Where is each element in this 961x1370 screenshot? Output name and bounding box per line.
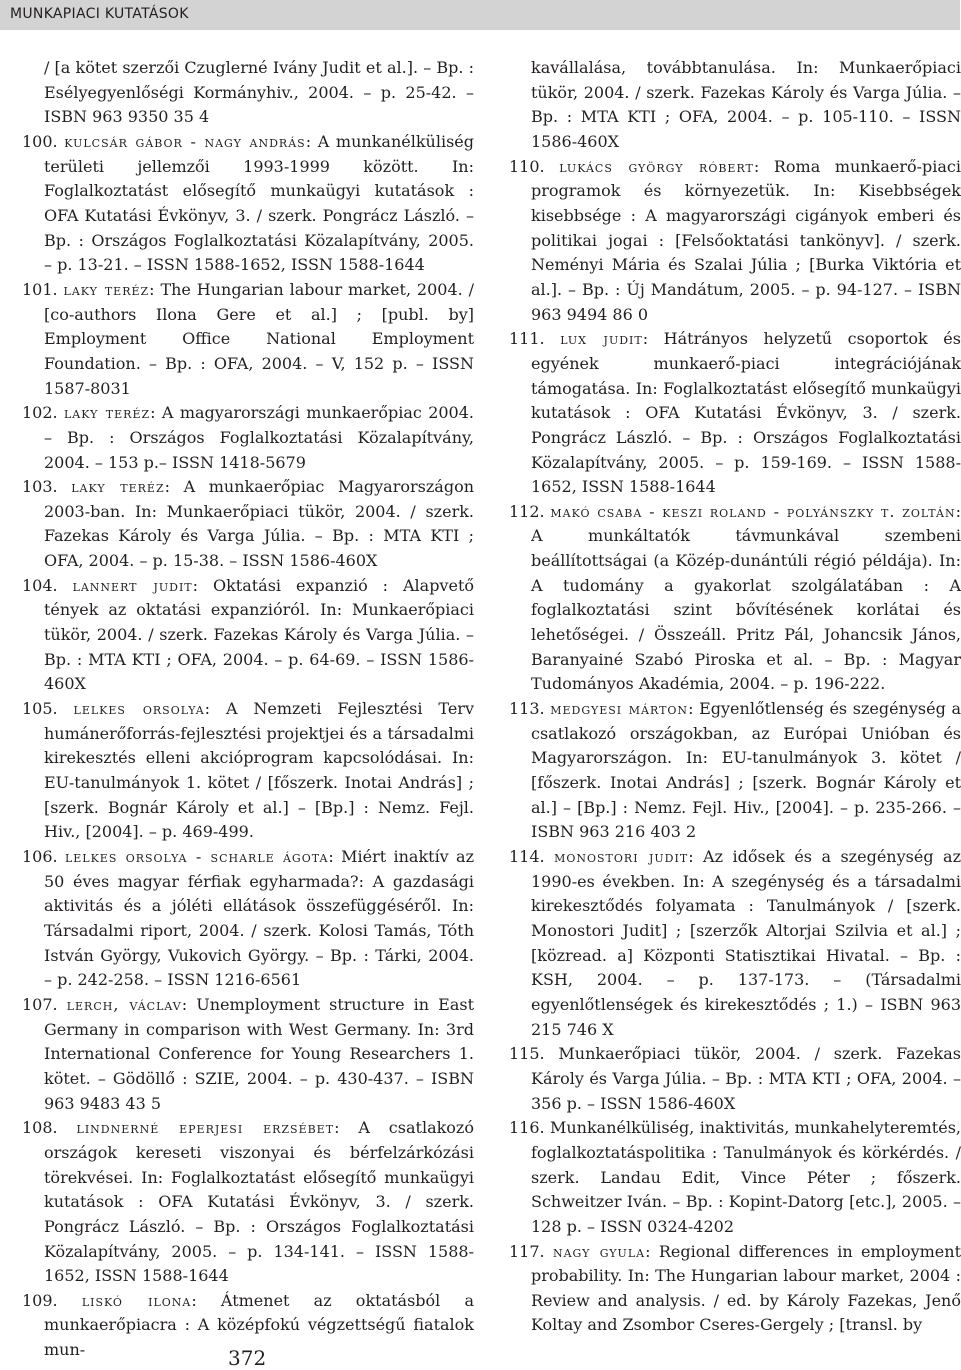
- bibliography-entry: [509, 697, 961, 845]
- entry-author: lerch, václav: [66, 994, 182, 1014]
- entry-text: : A munkáltatók távmunkával szembeni beállítottságai (a Közép-dunántúli régió példája). In: A tudomány a gyakorlat szolgálatában : A foglalkoztatási szint bővítésének korlátai és lehetőségei. / Összeáll. Pritz Pál, Johancsik János, Baranyainé Szabó Piroska et al. – Bp. : Magyar Tudományos Akadémia, 2004. – p. 196-222.: [531, 501, 961, 694]
- bibliography-entry: [22, 130, 474, 278]
- entry-author: laky teréz: [64, 403, 151, 423]
- entry-number: 106.: [22, 847, 58, 866]
- entry-number: 100.: [22, 131, 58, 151]
- bibliography-entry: [22, 574, 474, 697]
- bibliography-entry: [509, 155, 961, 328]
- entry-number: 112.: [509, 501, 545, 521]
- entry-text: : Egyenlőtlenség és szegénység a csatlakozó országokban, az Európai Unióban és Magyarországon. In: EU-tanulmányok 3. kötet / [főszerk. Inotai András] ; [szerk. Bognár Károly et al.] – [Bp.] : Nemz. Fejl. Hiv., [2004]. – p. 235-266. – ISBN 963 216 403 2: [531, 699, 961, 842]
- bibliography-entry: [509, 500, 961, 697]
- entry-number: 114.: [509, 847, 545, 866]
- running-header: [0, 0, 960, 30]
- entry-text: : A munkanélküliség területi jellemzői 1993-1999 között. In: Foglalkoztatást elősegítő munkaügyi kutatások : OFA Kutatási Évkönyv, 3. / szerk. Pongrácz László. – Bp. : Országos Foglalkoztatási Közalapítvány, 2005. – p. 13-21. – ISSN 1588-1652, ISSN 1588-1644: [44, 131, 474, 275]
- entry-text: : Hátrányos helyzetű csoportok és egyének munkaerő-piaci integrációjának támogatása. In: Foglalkoztatást elősegítő munkaügyi kutatások : OFA Kutatási Évkönyv, 3. / szerk. Pongrácz László. – Bp. : Országos Foglalkoztatási Közalapítvány, 2005. – p. 159-169. – ISSN 1588-1652, ISSN 1588-1644: [531, 329, 961, 497]
- bibliography-entry: [22, 1116, 474, 1289]
- entry-number: 107.: [22, 994, 58, 1014]
- entry-author: nagy gyula: [552, 1241, 646, 1261]
- entry-author: medgyesi márton: [550, 699, 689, 719]
- entry-text: : A magyarországi munkaerőpiac 2004. – Bp. : Országos Foglalkoztatási Közalapítvány, 2004. – 153 p.– ISSN 1418-5679: [44, 403, 475, 472]
- bibliography-entry: [22, 697, 474, 845]
- entry-author: lelkes orsolya: [73, 699, 205, 719]
- entry-number: 109.: [22, 1290, 58, 1310]
- entry-number: 117.: [509, 1241, 545, 1261]
- entry-number: 102.: [22, 403, 58, 423]
- entry-number: 116.: [509, 1118, 545, 1138]
- entry-text: : A munkaerőpiac Magyarországon 2003-ban. In: Munkaerőpiaci tükör, 2004. / szerk. Fazekas Károly és Varga Júlia. – Bp. : MTA KTI ; OFA, 2004. – p. 15-38. – ISSN 1586-460X: [44, 477, 474, 571]
- entry-number: 110.: [509, 156, 545, 176]
- bibliography-entry: [509, 1042, 961, 1116]
- bibliography-entry: [22, 845, 474, 993]
- entry-author: monostori judit: [554, 847, 689, 866]
- entry-number: 104.: [22, 575, 58, 595]
- entry-author: laky teréz: [71, 477, 165, 497]
- entry-author: liskó ilona: [81, 1290, 192, 1310]
- entry-number: 113.: [509, 699, 545, 719]
- entry-author: makó csaba - keszi roland - polyánszky t. zoltán: [550, 501, 956, 521]
- entry-number: 111.: [509, 329, 545, 349]
- entry-number: 103.: [22, 477, 58, 497]
- bibliography-entry: [509, 845, 961, 1042]
- page-number: 372: [228, 1346, 267, 1370]
- bibliography-entry: [22, 401, 474, 475]
- entry-text: : The Hungarian labour market, 2004. / [co-authors Ilona Gere et al.] ; [publ. by] Employment Office National Employment Foundation. – Bp. : OFA, 2004. – V, 152 p. – ISSN 1587-8031: [44, 279, 474, 398]
- entry-number: 101.: [22, 279, 58, 299]
- entry-text: : Miért inaktív az 50 éves magyar férfiak egyharmada?: A gazdasági aktivitás és a jóléti ellátások összefüggéséről. In: Társadalmi riport, 2004. / szerk. Kolosi Tamás, Tóth István György, Vukovich György. – Bp. : Tárki, 2004. – p. 242-258. – ISSN 1216-6561: [44, 847, 475, 990]
- bibliography-entry: [509, 327, 961, 500]
- entry-author: lelkes orsolya - scharle ágota: [64, 847, 329, 866]
- bibliography-entry: [22, 993, 474, 1116]
- entry-author: lannert judit: [72, 575, 193, 595]
- entry-text: / [a kötet szerzői Czuglerné Ivány Judit et al.]. – Bp. : Esélyegyenlőségi Kormányhiv., 2004. – p. 25-42. – ISBN 963 9350 35 4: [44, 58, 474, 127]
- header-title: MUNKAPIACI KUTATÁSOK: [10, 6, 189, 22]
- entry-text: : Az idősek és a szegénység az 1990-es években. In: A szegénység és a társadalmi kirekesztődés folyamata : Tanulmányok / [szerk. Monostori Judit] ; [szerzők Altorjai Szilvia et al.] ; [közread. a] Központi Statisztikai Hivatal. – Bp. : KSH, 2004. – p. 137-173. – (Társadalmi egyenlőtlenségek és kirekesztődés ; 1.) – ISBN 963 215 746 X: [531, 847, 961, 1039]
- entry-author: lindnerné eperjesi erzsébet: [76, 1118, 335, 1138]
- entry-text: : Regional differences in employment probability. In: The Hungarian labour market, 2004 : Review and analysis. / ed. by Károly Fazekas, Jenő Koltay and Zsombor Cseres-Gergely ; [transl. by: [531, 1241, 961, 1335]
- entry-text: : Átmenet az oktatásból a munkaerőpiacra : A középfokú végzettségű fiatalok mun-: [44, 1290, 474, 1360]
- bibliography-entry: [509, 1240, 961, 1339]
- left-column: [22, 56, 474, 1363]
- entry-text: : Unemployment structure in East Germany in comparison with West Germany. In: 3rd International Conference for Young Researchers 1. kötet. – Gödöllő : SZIE, 2004. – p. 430-437. – ISBN 963 9483 43 5: [44, 994, 475, 1113]
- entry-text: Munkaerőpiaci tükör, 2004. / szerk. Fazekas Károly és Varga Júlia. – Bp. : MTA KTI ; OFA, 2004. – 356 p. – ISSN 1586-460X: [531, 1044, 961, 1113]
- entry-text: kavállalása, továbbtanulása. In: Munkaerőpiaci tükör, 2004. / szerk. Fazekas Károly és Varga Júlia. – Bp. : MTA KTI ; OFA, 2004. – p. 105-110. – ISSN 1586-460X: [531, 58, 961, 151]
- entry-author: kulcsár gábor - nagy andrás: [64, 131, 306, 151]
- bibliography-entry: [22, 475, 474, 574]
- entry-text: : A Nemzeti Fejlesztési Terv humánerőforrás-fejlesztési projektjei és a társadalmi kirekesztés elleni akcióprogram kapcsolódásai. In: EU-tanulmányok 1. kötet / [főszerk. Inotai András] ; [szerk. Bognár Károly et al.] – [Bp.] : Nemz. Fejl. Hiv., [2004]. – p. 469-499.: [44, 699, 474, 842]
- entry-text: : Oktatási expanzió : Alapvető tények az oktatási expanzióról. In: Munkaerőpiaci tükör, 2004. / szerk. Fazekas Károly és Varga Júlia. – Bp. : MTA KTI ; OFA, 2004. – p. 64-69. – ISSN 1586-460X: [44, 575, 474, 694]
- entry-text: : Roma munkaerő-piaci programok és környezetük. In: Kisebbségek kisebbsége : A magyarországi cigányok emberi és politikai jogai : [Felsőoktatási tankönyv]. / szerk. Neményi Mária és Szalai Júlia ; [Burka Viktória et al.]. – Bp. : Új Mandátum, 2005. – p. 94-127. – ISBN 963 9494 86 0: [531, 156, 961, 324]
- entry-number: 115.: [509, 1044, 545, 1064]
- bibliography-entry: [22, 56, 474, 130]
- entry-text: Munkanélküliség, inaktivitás, munkahelyteremtés, foglalkoztatáspolitika : Tanulmányok és körkérdés. / szerk. Landau Edit, Vince Péter ; főszerk. Schweitzer Iván. – Bp. : Kopint-Datorg [etc.], 2005. – 128 p. – ISSN 0324-4202: [531, 1118, 961, 1236]
- bibliography-entry: [509, 56, 961, 155]
- entry-text: : A csatlakozó országok kereseti viszonyai és bérfelzárkózási törekvései. In: Foglalkoztatást elősegítő munkaügyi kutatások : OFA Kutatási Évkönyv, 3. / szerk. Pongrácz László. – Bp. : Országos Foglalkoztatási Közalapítvány, 2005. – p. 134-141. – ISSN 1588-1652, ISSN 1588-1644: [44, 1118, 474, 1286]
- bibliography-entry: [22, 278, 474, 401]
- entry-number: 108.: [22, 1118, 58, 1138]
- entry-number: 105.: [22, 699, 58, 719]
- right-column: [509, 56, 961, 1338]
- entry-author: laky teréz: [63, 279, 150, 299]
- bibliography-entry: [509, 1116, 961, 1239]
- entry-author: lukács györgy róbert: [559, 156, 754, 176]
- entry-author: lux judit: [560, 329, 643, 349]
